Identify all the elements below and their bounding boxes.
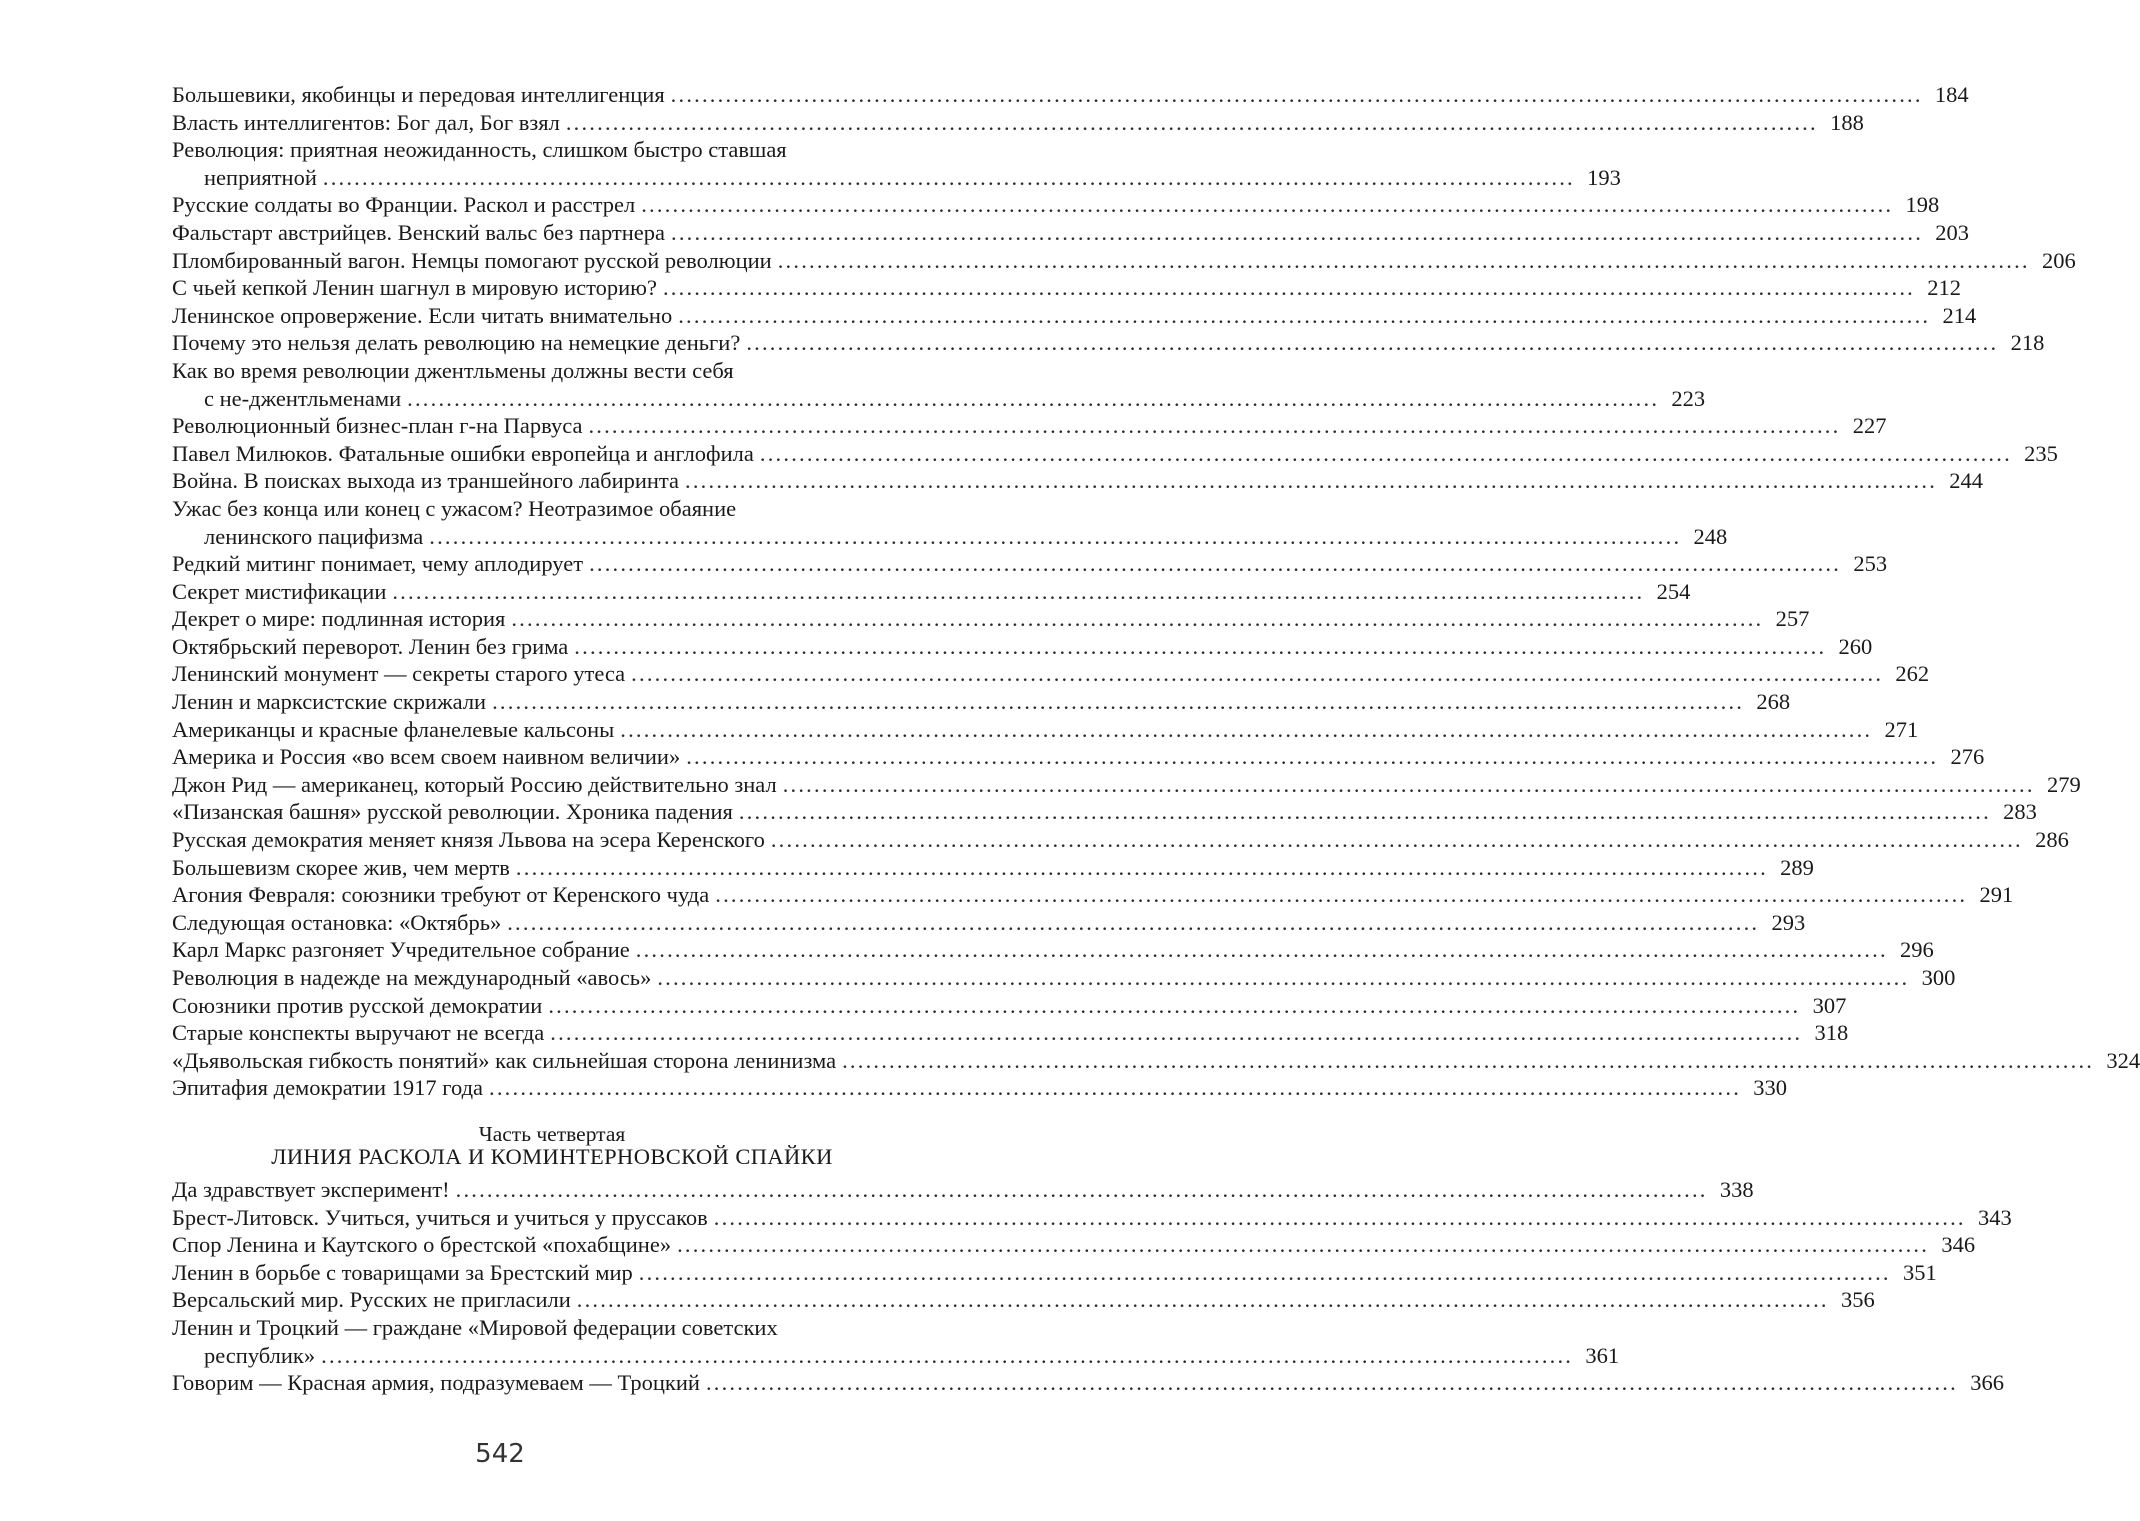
toc-entry-title: Ленинское опровержение. Если читать внимательно <box>172 302 673 328</box>
toc-entry <box>172 578 1691 606</box>
toc-entry <box>172 826 2069 854</box>
toc-entry-title: Декрет о мире: подлинная история <box>172 606 506 632</box>
dot-leader: ................................................................................................................................................................ <box>777 247 2030 273</box>
dot-leader: ................................................................................................................................................................ <box>678 302 1931 328</box>
toc-entry-page: 212 <box>1927 275 1961 301</box>
toc-entry <box>172 1286 1875 1314</box>
toc-entry-page: 244 <box>1949 468 1984 494</box>
dot-leader: ................................................................................................................................................................ <box>507 909 1760 935</box>
toc-entry <box>172 191 1940 219</box>
toc-entry <box>172 385 1706 413</box>
dot-leader: ................................................................................................................................................................ <box>686 744 1939 770</box>
dot-leader: ................................................................................................................................................................ <box>492 689 1745 715</box>
toc-entry <box>172 1231 1976 1259</box>
toc-entry-title: Революция: приятная неожиданность, слишком быстро ставшая <box>172 137 787 163</box>
toc-entry-page: 184 <box>1934 82 1969 107</box>
toc-entry <box>172 357 932 385</box>
toc-entry <box>172 1259 1937 1287</box>
page-number: 542 <box>475 1439 525 1469</box>
toc-entry <box>172 854 1814 882</box>
toc-entry-title: Ленин в борьбе с товарищами за Брестский мир <box>172 1259 633 1285</box>
toc-entry-page: 279 <box>2046 771 2081 797</box>
dot-leader: ................................................................................................................................................................ <box>515 854 1768 880</box>
toc-entry-page: 257 <box>1775 606 1810 632</box>
toc-entry <box>172 523 1728 551</box>
toc-entry <box>172 1047 2140 1075</box>
part-label: Часть четвертая <box>478 1122 626 1146</box>
toc-entry <box>172 219 1970 247</box>
dot-leader: ................................................................................................................................................................ <box>705 1370 1958 1396</box>
dot-leader: ................................................................................................................................................................ <box>588 413 1841 439</box>
dot-leader: ................................................................................................................................................................ <box>670 82 1923 107</box>
dot-leader: ................................................................................................................................................................ <box>746 330 1999 356</box>
toc-entry-title: Ленин и марксистские скрижали <box>172 689 487 715</box>
dot-leader: ................................................................................................................................................................ <box>407 385 1660 411</box>
toc-entry <box>172 302 1977 330</box>
toc-entry-page: 235 <box>2024 440 2058 466</box>
toc-entry-page: 218 <box>2010 330 2045 356</box>
toc-entry-page: 227 <box>1852 413 1887 439</box>
toc-entry-page: 351 <box>1903 1259 1937 1285</box>
dot-leader: ................................................................................................................................................................ <box>565 109 1818 135</box>
dot-leader: ................................................................................................................................................................ <box>759 440 2012 466</box>
toc-entry-title: Ленин и Троцкий — граждане «Мировой федерации советских <box>172 1314 778 1340</box>
toc-entry-title: Большевизм скорее жив, чем мертв <box>172 854 510 880</box>
toc-entry-page: 307 <box>1812 992 1847 1018</box>
toc-entry-title: Джон Рид — американец, который Россию действительно знал <box>172 771 777 797</box>
toc-entry-page: 206 <box>2041 247 2076 273</box>
toc-entry-page: 262 <box>1895 661 1930 687</box>
toc-entry-page: 343 <box>1978 1204 2012 1230</box>
toc-entry-page: 356 <box>1841 1287 1875 1313</box>
toc-entry-title: Следующая остановка: «Октябрь» <box>172 909 502 935</box>
toc-entry <box>172 1342 1620 1370</box>
toc-entry-title: республик» <box>204 1342 316 1368</box>
toc-entry <box>172 1074 1788 1102</box>
toc-entry-page: 260 <box>1838 633 1873 659</box>
toc-entry-page: 268 <box>1756 689 1791 715</box>
dot-leader: ................................................................................................................................................................ <box>620 716 1873 742</box>
dot-leader: ................................................................................................................................................................ <box>677 1232 1930 1258</box>
toc-entry-title: Союзники против русской демократии <box>172 992 543 1018</box>
dot-leader: ................................................................................................................................................................ <box>713 1204 1966 1230</box>
toc-entry-title: С чьей кепкой Ленин шагнул в мировую историю? <box>172 275 657 301</box>
toc-entry-title: Октябрьский переворот. Ленин без грима <box>172 633 569 659</box>
dot-leader: ................................................................................................................................................................ <box>321 1342 1574 1368</box>
toc-entry-page: 338 <box>1719 1177 1754 1202</box>
dot-leader: ................................................................................................................................................................ <box>589 551 1842 577</box>
toc-entry-title: Пломбированный вагон. Немцы помогают русской революции <box>172 247 772 273</box>
dot-leader: ................................................................................................................................................................ <box>455 1177 1708 1202</box>
dot-leader: ................................................................................................................................................................ <box>662 275 1915 301</box>
toc-entry-title: Ужас без конца или конец с ужасом? Неотразимое обаяние <box>172 495 737 521</box>
toc-entry <box>172 247 2076 275</box>
toc-entry <box>172 164 1621 192</box>
dot-leader: ................................................................................................................................................................ <box>429 523 1682 549</box>
toc-entry-title: Старые конспекты выручают не всегда <box>172 1020 545 1046</box>
toc-entry-page: 253 <box>1853 551 1888 577</box>
toc-entry-page: 291 <box>1979 882 2014 908</box>
dot-leader: ................................................................................................................................................................ <box>641 192 1894 218</box>
toc-entry <box>172 550 1888 578</box>
dot-leader: ................................................................................................................................................................ <box>574 633 1827 659</box>
dot-leader: ................................................................................................................................................................ <box>842 1047 2095 1073</box>
toc-entry-title: неприятной <box>204 164 317 190</box>
toc-entry <box>172 81 1969 109</box>
dot-leader: ................................................................................................................................................................ <box>322 164 1575 190</box>
toc-entry-page: 296 <box>1900 937 1934 963</box>
toc-entry-title: Большевики, якобинцы и передовая интеллигенция <box>172 82 665 107</box>
toc-entry <box>172 495 932 523</box>
toc-entry <box>172 743 1985 771</box>
toc-entry-page: 188 <box>1830 109 1864 135</box>
toc-entry-title: Фальстарт австрийцев. Венский вальс без партнера <box>172 219 666 245</box>
toc-entry-title: Брест-Литовск. Учиться, учиться и учиться у пруссаков <box>172 1204 708 1230</box>
toc-entry-page: 248 <box>1693 523 1728 549</box>
toc-entry-page: 254 <box>1656 578 1691 604</box>
toc-entry <box>172 329 2045 357</box>
toc-entry-title: Революционный бизнес-план г-на Парвуса <box>172 413 583 439</box>
toc-entry-title: Да здравствует эксперимент! <box>172 1177 450 1202</box>
toc-entry-page: 198 <box>1905 192 1940 218</box>
toc-entry-title: Секрет мистификации <box>172 578 387 604</box>
toc-entry-page: 214 <box>1942 302 1977 328</box>
toc-entry-page: 289 <box>1780 854 1814 880</box>
dot-leader: ................................................................................................................................................................ <box>576 1287 1829 1313</box>
dot-leader: ................................................................................................................................................................ <box>770 827 2023 853</box>
toc-entry-title: Ленинский монумент — секреты старого утеса <box>172 661 626 687</box>
toc-entry-title: Американцы и красные фланелевые кальсоны <box>172 716 615 742</box>
dot-leader: ................................................................................................................................................................ <box>511 606 1764 632</box>
toc-entry-title: Власть интеллигентов: Бог дал, Бог взял <box>172 109 560 135</box>
toc-entry-page: 223 <box>1671 385 1706 411</box>
toc-entry <box>172 109 1864 137</box>
toc-entry <box>172 716 1919 744</box>
toc-entry <box>172 1176 1754 1204</box>
toc-entry-page: 276 <box>1950 744 1985 770</box>
toc-entry-title: ленинского пацифизма <box>204 523 424 549</box>
dot-leader: ................................................................................................................................................................ <box>638 1259 1891 1285</box>
toc-entry <box>172 771 2081 799</box>
toc-entry <box>172 605 1810 633</box>
toc-entry-page: 283 <box>2003 799 2037 825</box>
toc-entry <box>172 1019 1849 1047</box>
toc-entry-page: 293 <box>1771 909 1806 935</box>
part-title: ЛИНИЯ РАСКОЛА И КОМИНТЕРНОВСКОЙ СПАЙКИ <box>271 1144 833 1169</box>
toc-entry-page: 271 <box>1884 716 1919 742</box>
toc-entry-title: Революция в надежде на международный «авось» <box>172 965 652 990</box>
toc-entry-page: 366 <box>1970 1370 2004 1396</box>
toc-entry <box>172 136 932 164</box>
toc-list-part4 <box>172 1176 2012 1397</box>
toc-entry-page: 203 <box>1935 219 1970 245</box>
toc-entry <box>172 964 1956 992</box>
toc-entry-title: Спор Ленина и Каутского о брестской «похабщине» <box>172 1232 672 1258</box>
toc-entry-title: «Пизанская башня» русской революции. Хроника падения <box>172 799 733 825</box>
toc-entry-page: 300 <box>1921 965 1956 990</box>
toc-entry <box>172 1369 2004 1397</box>
toc-entry <box>172 660 1930 688</box>
toc-entry-title: Русские солдаты во Франции. Раскол и расстрел <box>172 192 636 218</box>
toc-entry-title: Говорим — Красная армия, подразумеваем — Троцкий <box>172 1370 700 1396</box>
toc-entry-title: «Дьявольская гибкость понятий» как сильнейшая сторона ленинизма <box>172 1047 837 1073</box>
dot-leader: ................................................................................................................................................................ <box>657 965 1910 990</box>
toc-entry-title: Версальский мир. Русских не пригласили <box>172 1287 571 1313</box>
toc-entry <box>172 688 1791 716</box>
dot-leader: ................................................................................................................................................................ <box>550 1020 1803 1046</box>
toc-entry-page: 286 <box>2035 827 2069 853</box>
toc-entry <box>172 412 1887 440</box>
dot-leader: ................................................................................................................................................................ <box>782 771 2035 797</box>
dot-leader: ................................................................................................................................................................ <box>685 468 1938 494</box>
toc-entry <box>172 467 1984 495</box>
toc-entry-page: 346 <box>1941 1232 1976 1258</box>
dot-leader: ................................................................................................................................................................ <box>738 799 1991 825</box>
toc-entry <box>172 992 1847 1020</box>
dot-leader: ................................................................................................................................................................ <box>671 219 1924 245</box>
toc-entry-title: Америка и Россия «во всем своем наивном величии» <box>172 744 681 770</box>
toc-entry <box>172 440 2058 468</box>
toc-entry <box>172 274 1961 302</box>
dot-leader: ................................................................................................................................................................ <box>489 1075 1742 1101</box>
toc-entry-page: 318 <box>1814 1020 1849 1046</box>
toc-entry-title: Война. В поисках выхода из траншейного лабиринта <box>172 468 680 494</box>
toc-entry <box>172 1314 932 1342</box>
toc-entry-title: Редкий митинг понимает, чему аплодирует <box>172 551 584 577</box>
toc-entry <box>172 881 2014 909</box>
dot-leader: ................................................................................................................................................................ <box>631 661 1884 687</box>
dot-leader: ................................................................................................................................................................ <box>548 992 1801 1018</box>
toc-entry-title: Карл Маркс разгоняет Учредительное собрание <box>172 937 630 963</box>
toc-entry <box>172 909 1806 937</box>
toc-list-part3 <box>172 81 2140 1102</box>
toc-entry <box>172 1204 2012 1232</box>
dot-leader: ................................................................................................................................................................ <box>715 882 1968 908</box>
toc-entry-title: Эпитафия демократии 1917 года <box>172 1075 484 1101</box>
toc-entry-title: с не-джентльменами <box>204 385 402 411</box>
toc-entry-page: 324 <box>2106 1047 2140 1073</box>
toc-entry-page: 193 <box>1587 164 1621 190</box>
toc-entry <box>172 633 1873 661</box>
dot-leader: ................................................................................................................................................................ <box>392 578 1645 604</box>
toc-entry-title: Павел Милюков. Фатальные ошибки европейца и англофила <box>172 440 754 466</box>
toc-entry <box>172 936 1934 964</box>
toc-entry-title: Агония Февраля: союзники требуют от Керенского чуда <box>172 882 710 908</box>
dot-leader: ................................................................................................................................................................ <box>635 937 1888 963</box>
toc-entry-title: Почему это нельзя делать революцию на немецкие деньги? <box>172 330 741 356</box>
toc-entry <box>172 798 2037 826</box>
toc-entry-title: Как во время революции джентльмены должны вести себя <box>172 357 734 383</box>
toc-entry-title: Русская демократия меняет князя Львова на эсера Керенского <box>172 827 765 853</box>
toc-entry-page: 361 <box>1585 1342 1620 1368</box>
toc-entry-page: 330 <box>1753 1075 1788 1101</box>
